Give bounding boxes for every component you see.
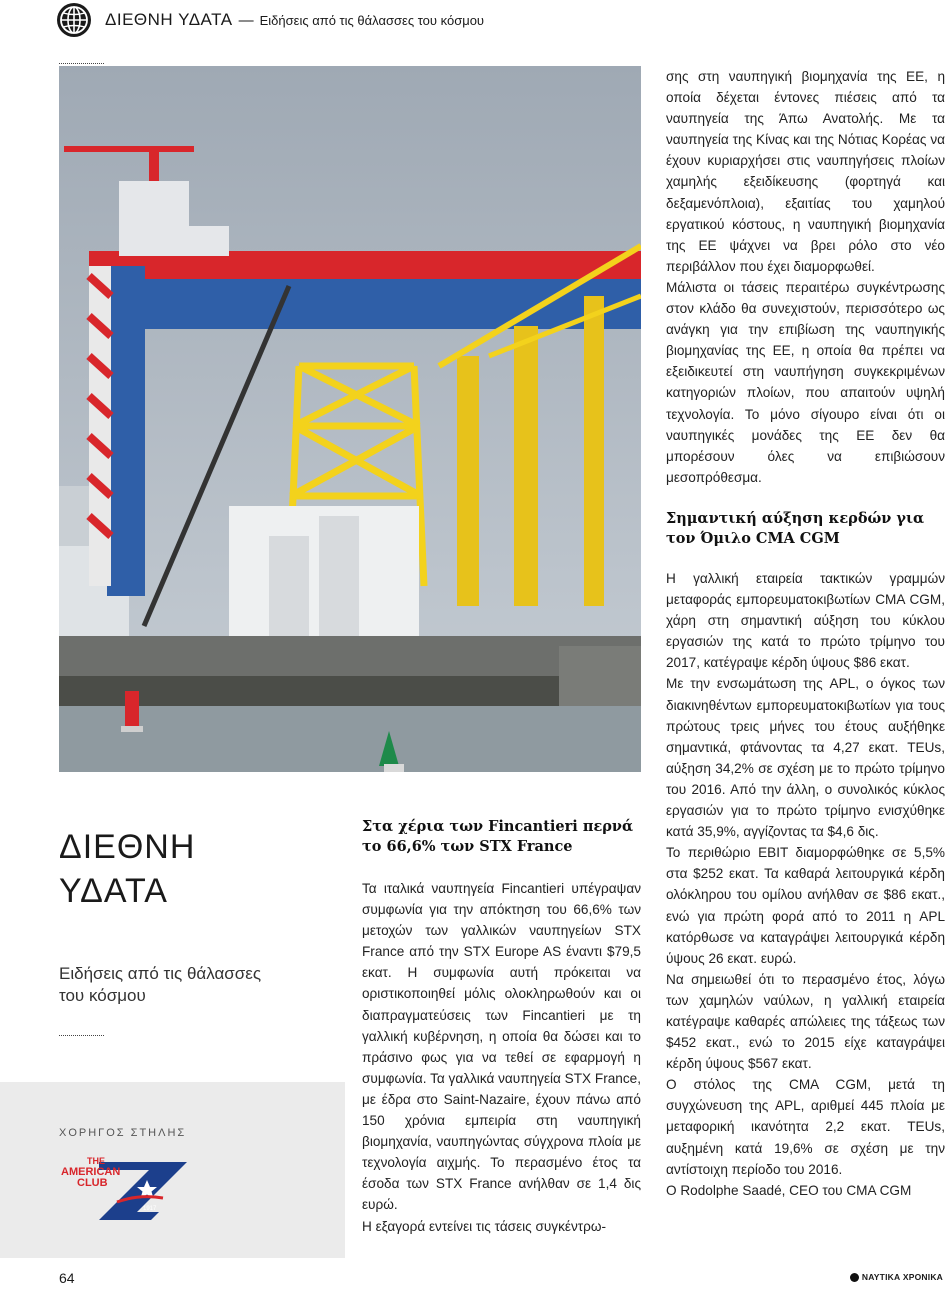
paragraph: σης στη ναυπηγική βιομηχανία της ΕΕ, η οποία δέχεται έντονες πιέσεις από τα ναυπηγεία της Άπω Ανατολής. Με τα ναυπηγεία της Κίνας και της Νότιας Κορέας να έχουν κυριαρχήσει στις ναυπηγήσεις πλοίων χαμηλής εξειδίκευσης (φορτηγά και δεξαμενόπλοια), εξαιτίας του χαμηλού εργατικού κόστους, η ναυπηγική βιομηχανία της ΕΕ ψάχνει να βρει ρόλο στο νέο περιβάλλον που έχει διαμορφωθεί. [666,69,945,274]
brand-logo-icon [850,1273,859,1282]
paragraph: Να σημειωθεί ότι το περασμένο έτος, λόγω των χαμηλών ναύλων, η γαλλική εταιρεία κατέγραψε καθαρές απώλειες της τάξεως των $452 εκατ., ενώ το 2015 είχε καταγράψει κέρδη ύψους $567 εκατ. [666,971,945,1072]
sidebar-subtitle: Ειδήσεις από τις θάλασσες του κόσμου [59,964,262,1005]
paragraph: Η εξαγορά εντείνει τις τάσεις συγκέντρω- [362,1218,606,1234]
header-section-title: ΔΙΕΘΝΗ ΥΔΑΤΑ [105,10,233,29]
article-fincantieri-heading: Στα χέρια των Fincantieri περνά το 66,6% των STX France [362,818,634,855]
paragraph: Το περιθώριο EBIT διαμορφώθηκε σε 5,5% στα $252 εκατ. Τα καθαρά λειτουργικά κέρδη ολόκληρου του ομίλου ανήλθαν σε $86 εκατ., ενώ για πρώτη φορά από το 2011 η APL κατόρθωσε να καταγράψει λειτουργικά κέρδη ύψους 26 εκατ. ευρώ. [666,845,945,966]
logo-text-club: CLUB [77,1177,108,1189]
american-club-logo [59,1150,189,1220]
sidebar-title [59,825,195,913]
brand-name: ΝΑΥΤΙΚΑ ΧΡΟΝΙΚΑ [861,1272,943,1282]
divider [59,1035,104,1036]
paragraph: Με την ενσωμάτωση της APL, ο όγκος των διακινηθέντων εμπορευματοκιβωτίων για τους πρώτους τρεις μήνες του έτους αυξήθηκε σημαντικά, φτάνοντας τα 4,27 εκατ. TEUs, αύξηση 34,2% σε σχέση με το πρώτο τρίμηνο του 2016. Από την άλλη, ο συνολικός κύκλος εργασιών για το πρώτο τρίμηνο ενισχύθηκε κατά 35,9%, αγγίζοντας τα $4,6 δις. [666,676,945,840]
paragraph: Ο στόλος της CMA CGM, μετά τη συγχώνευση της APL, αριθμεί 445 πλοία με μεταφορική ικανότητα 2,2 εκατ. TEUs, αυξημένη κατά 19,6% σε σχέση με την αντίστοιχη περίοδο του 2016. [666,1077,945,1177]
sponsor-label: ΧΟΡΗΓΟΣ ΣΤΗΛΗΣ [59,1127,187,1139]
article-fincantieri-body [362,878,641,1237]
header-subtitle: Ειδήσεις από τις θάλασσες του κόσμου [259,12,485,28]
sidebar-title-line1: ΔΙΕΘΝΗ [59,828,196,866]
divider [59,63,104,64]
paragraph: Ο Rodolphe Saadé, CEO του CMA CGM [666,1182,912,1198]
logo-text-american: AMERICAN [61,1166,121,1178]
paragraph: Μάλιστα οι τάσεις περαιτέρω συγκέντρωσης στον κλάδο θα συνεχιστούν, περισσότερο ως ανάγκη για την επιβίωση της ναυπηγικής βιομηχανίας της ΕΕ, η οποία θα πρέπει να εξειδικευτεί στη ναυπήγηση συγκεκριμένων κατηγοριών πλοίων, που απαιτούν υψηλή τεχνολογία. Το μόνο σίγουρο είναι ότι οι ναυπηγικές μονάδες της ΕΕ δεν θα μπορέσουν όλες να επιβιώσουν μεσοπρόθεσμα. [666,279,945,485]
article-fincantieri-continuation [666,66,945,488]
header-separator: — [238,11,254,29]
page-header [57,2,657,38]
logo-text-year: 1917 [143,1206,157,1212]
magazine-brand [850,1272,943,1282]
article-cma-cgm-heading: Σημαντική αύξηση κερδών για τον Όμιλο CMA CGM [666,510,925,547]
paragraph: Τα ιταλικά ναυπηγεία Fincantieri υπέγραψαν συμφωνία για την απόκτηση του 66,6% των μετοχών των γαλλικών ναυπηγείων STX France από την STX Europe AS έναντι $79,5 εκατ. Η συμφωνία αυτή πρόκειται να οριστικοποιηθεί μόλις ολοκληρωθούν και οι διαπραγματεύσεις των Fincantieri με τη γαλλική κυβέρνηση, η οποία θα δώσει και το πράσινο φως για να τεθεί σε εφαρμογή η συμφωνία. Τα γαλλικά ναυπηγεία STX France, με έδρα στο Saint-Nazaire, έχουν πάνω από 150 χρόνια εμπειρία στη ναυπηγική βιομηχανία, ναυπηγώντας σύγχρονα πλοία με τεχνολογία αιχμής. Το περασμένο έτος τα έσοδα των STX France ανήλθαν σε 1,4 δις ευρώ. [362,881,641,1213]
sidebar-title-line2: ΥΔΑΤΑ [59,872,168,910]
page-number: 64 [59,1270,75,1286]
article-cma-cgm-body [666,568,945,1201]
logo-text-the: THE [87,1156,105,1166]
globe-icon [57,3,91,37]
paragraph: Η γαλλική εταιρεία τακτικών γραμμών μεταφοράς εμπορευματοκιβωτίων CMA CGM, χάρη στη σημαντική αύξηση του κύκλου εργασιών της κατά το πρώτο τρίμηνο του 2017, κατέγραψε κέρδη ύψους $86 εκατ. [666,571,945,671]
shipyard-photo [59,66,641,772]
